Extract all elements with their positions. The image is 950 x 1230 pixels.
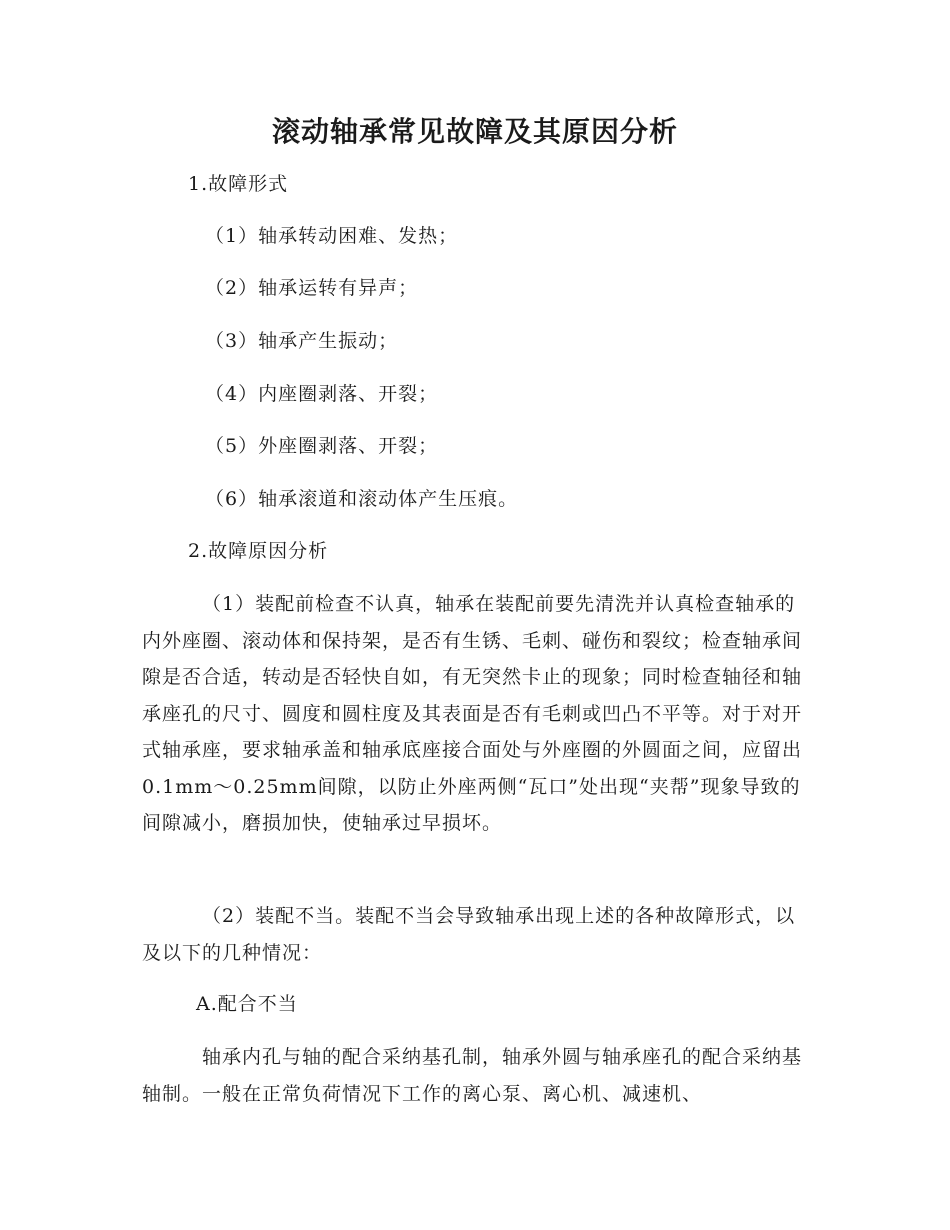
fault-form-item: （6）轴承滚道和滚动体产生压痕。: [205, 488, 519, 510]
fault-form-item: （4）内座圈剥落、开裂；: [205, 383, 439, 405]
paragraph-inspection: （1）装配前检查不认真，轴承在装配前要先清洗并认真检查轴承的内外座圈、滚动体和保持架，是否有生锈、毛刺、碰伤和裂纹；检查轴承间隙是否合适，转动是否轻快自如，有无突然卡止的现象；同时检查轴径和轴承座孔的尺寸、圆度和圆柱度及其表面是否有毛刺或凹凸不平等。对于对开式轴承座，要求轴承盖和轴承底座接合面处与外座圈的外圆面之间，应留出0.1mm～0.25mm间隙，以防止外座两侧“瓦口”处出现“夹帮”现象导致的间隙减小，磨损加快，使轴承过早损坏。: [142, 593, 803, 834]
section-heading-fault-forms: 1.故障形式: [188, 173, 289, 195]
paragraph-fit-system: 轴承内孔与轴的配合采纳基孔制，轴承外圆与轴承座孔的配合采纳基轴制。一般在正常负荷情况下工作的离心泵、离心机、减速机、: [142, 1046, 803, 1105]
fault-form-item: （5）外座圈剥落、开裂；: [205, 435, 439, 457]
sub-heading-improper-fit: A.配合不当: [196, 993, 298, 1015]
fault-form-item: （2）轴承运转有异声；: [205, 277, 419, 299]
fault-form-item: （1）轴承转动困难、发热；: [205, 225, 459, 247]
fault-form-item: （3）轴承产生振动；: [205, 330, 399, 352]
section-heading-cause-analysis: 2.故障原因分析: [188, 540, 329, 562]
paragraph-improper-assembly: （2）装配不当。装配不当会导致轴承出现上述的各种故障形式，以及以下的几种情况：: [142, 905, 796, 964]
document-title: 滚动轴承常见故障及其原因分析: [271, 115, 678, 148]
